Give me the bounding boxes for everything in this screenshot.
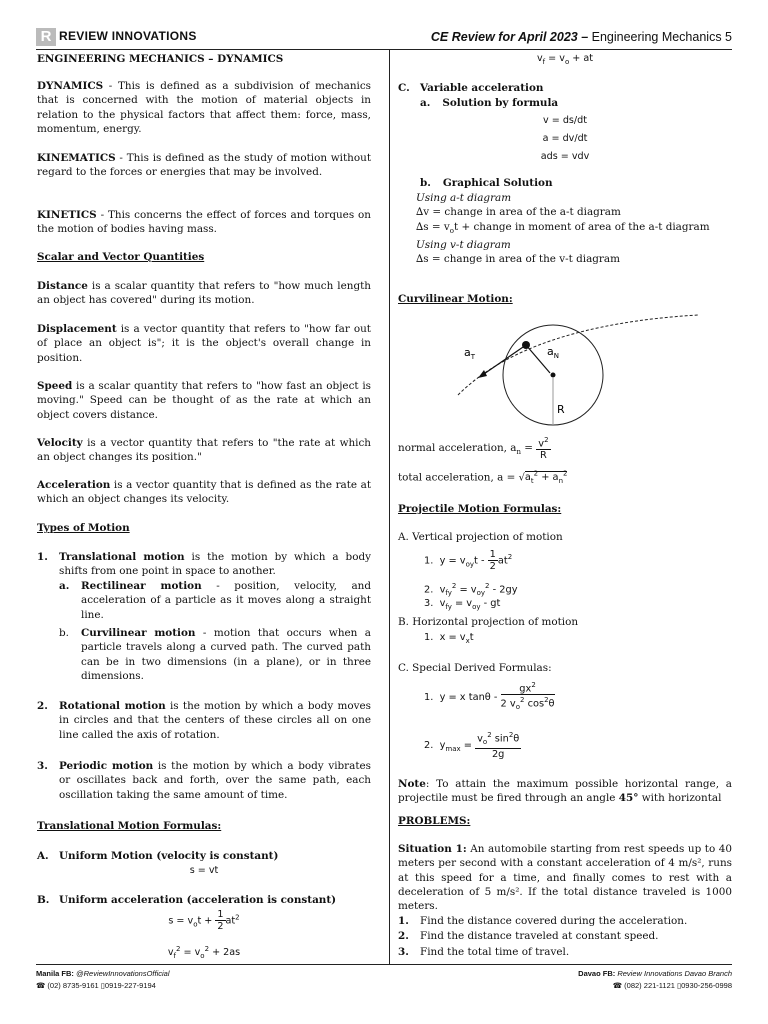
column-divider [389, 50, 390, 964]
section-projectile-formulas: Projectile Motion Formulas: [398, 503, 562, 515]
problem-3: 3. Find the total time of travel. [398, 945, 570, 958]
problem-1: 1. Find the distance covered during the acceleration. [398, 915, 688, 927]
acceleration-definition: Acceleration is a vector quantity that is defined as the rate at which an object changes its velocity. [37, 479, 371, 506]
section-translational-formulas: Translational Motion Formulas: [37, 820, 222, 832]
eq-ymax: 2. $y_{max}$ = $\frac{v_o^2 \sin^2\theta}{2g}$ [424, 731, 520, 761]
section-curvilinear-motion: Curvilinear Motion: [398, 293, 513, 305]
section-problems: PROBLEMS: [398, 815, 471, 827]
motion-type-1b: b. Curvilinear motion - motion that occurs when a particle travels along a curved path. The curved path can be in two dimensions (in a plane), or in three dimensions. [59, 627, 371, 682]
section-scalar-vector: Scalar and Vector Quantities [37, 251, 205, 263]
special-formulas-label: C. Special Derived Formulas: [398, 662, 552, 674]
tangent-arrowhead [478, 370, 487, 378]
speed-definition: Speed is a scalar quantity that refers to "how fast an object is moving." Speed can be thought of as the rate at which an object covers distance. [37, 380, 371, 421]
problem-2: 2. Find the distance traveled at constant speed. [398, 930, 659, 943]
kinetics-definition: KINETICS - This concerns the effect of forces and torques on the motion of bodies having mass. [37, 209, 371, 236]
eq-v-ds-dt: v = ds/dt [543, 115, 587, 126]
footer-rule [36, 964, 732, 965]
brand-name: REVIEW INNOVATIONS [59, 29, 197, 43]
graphical-solution-body: Using a-t diagram ∆v = change in area of the a-t diagram $\Delta s = v_ot$ + change in moment of area of the a-t diagram Using v-t diagram ∆s = change in area of the v-t diagram [416, 192, 710, 266]
uniform-motion-label: A. Uniform Motion (velocity is constant) [37, 850, 279, 862]
velocity-definition: Velocity is a vector quantity that refers to "the rate at which an object changes its position." [37, 437, 371, 464]
footer-davao: Davao FB: Review Innovations Davao Branch ☎ (082) 221-1121 ▯0930-256-0998 [578, 969, 732, 990]
motion-type-3: 3. Periodic motion is the motion by which a body vibrates or oscillates back and forth, over the same path, each oscillation taking the same amount of time. [37, 760, 371, 801]
note-paragraph: Note: To attain the maximum possible horizontal range, a projectile must be fired through an angle 45° with horizontal [398, 778, 732, 805]
section-types-of-motion: Types of Motion [37, 522, 130, 534]
motion-type-2: 2. Rotational motion is the motion by which a body moves in circles and that the centers of these circles all on one line called the axis of rotation. [37, 700, 371, 741]
label-aN: $a_N$ [547, 345, 559, 360]
eq-vertical-vfy: 3. $v_{fy} = v_{oy}$ - gt [424, 598, 501, 611]
situation-1: Situation 1: An automobile starting from rest speeds up to 40 meters per second with a constant acceleration of 4 m/s², runs at this speed for a time, and finally comes to rest with a deceleration of 5 m/s². If the total distance traveled is 1000 meters. [398, 843, 732, 913]
eq-ads-vdv: ads = vdv [540, 151, 590, 162]
page-header [36, 26, 732, 48]
eq-displacement: $s = v_ot$ + $\frac{1}{2}$ $at^2$ [168, 909, 240, 932]
label-R: R [557, 403, 565, 416]
curvilinear-diagram [398, 310, 732, 430]
displacement-definition: Displacement is a vector quantity that refers to "how far out of place an object is"; it is the object's overall change in position. [37, 323, 371, 364]
kinematics-definition: KINEMATICS - This is defined as the study of motion without regard to the forces or energies that may be involved. [37, 152, 371, 179]
problem-list [398, 914, 732, 959]
eq-velocity-squared: $v_f^2 = v_o^2 + 2as$ [167, 945, 241, 961]
page-heading: ENGINEERING MECHANICS – DYNAMICS [37, 53, 284, 65]
motion-type-1: 1. Translational motion is the motion by which a body shifts from one point in space to another. [37, 551, 371, 578]
eq-a-dv-dt: a = dv/dt [542, 133, 588, 144]
label-aT: $a_T$ [464, 346, 476, 361]
distance-definition: Distance is a scalar quantity that refers to "how much length an object has covered" during its motion. [37, 280, 371, 307]
variable-acceleration-label: C. Variable acceleration [398, 82, 544, 94]
dynamics-definition: DYNAMICS - This is defined as a subdivision of mechanics that is concerned with the motion of material objects in relation to the physical factors that affect them: force, mass, momentum, energy. [37, 80, 371, 135]
center-point [551, 373, 556, 378]
uniform-acceleration-label: B. Uniform acceleration (acceleration is constant) [37, 894, 337, 906]
eq-vf: $v_f = v_o$ + at [536, 53, 594, 66]
header-title: CE Review for April 2023 – Engineering Mechanics 5 [430, 30, 732, 44]
graphical-solution-label: b. Graphical Solution [420, 177, 553, 189]
logo-icon: R [36, 28, 56, 46]
solution-by-formula-label: a. Solution by formula [420, 97, 559, 109]
curved-path [458, 315, 698, 395]
motion-type-1a: a. Rectilinear motion - position, velocity, and acceleration of a particle as it moves along a straight line. [59, 580, 371, 621]
footer-manila: Manila FB: @ReviewInnovationsOfficial ☎ (02) 8735-9161 ▯0919-227-9194 [36, 969, 170, 990]
eq-vertical-y: 1. $y = v_{oy}t$ - $\frac{1}{2}$ $at^2$ [424, 549, 513, 572]
normal-acceleration-eq: normal acceleration, $a_n$ = $\frac{v^2}{R}$ [398, 436, 549, 462]
eq-vertical-vfy2: 2. $v_{fy}^2 = v_{oy}^2 - 2gy$ [424, 582, 518, 598]
eq-trajectory: 1. y = x tanθ - $\frac{gx^2}{2 v_o^2 \cos^2\theta}$ [424, 681, 555, 712]
total-acceleration-eq: total acceleration, $a = √a_t^2 + a_n^2$ [398, 470, 568, 486]
eq-horizontal-x: 1. $x = v_xt$ [424, 632, 474, 645]
vertical-projection-label: A. Vertical projection of motion [398, 531, 563, 543]
eq-s-vt: s = vt [189, 865, 219, 876]
header-rule [36, 49, 732, 50]
horizontal-projection-label: B. Horizontal projection of motion [398, 616, 579, 628]
